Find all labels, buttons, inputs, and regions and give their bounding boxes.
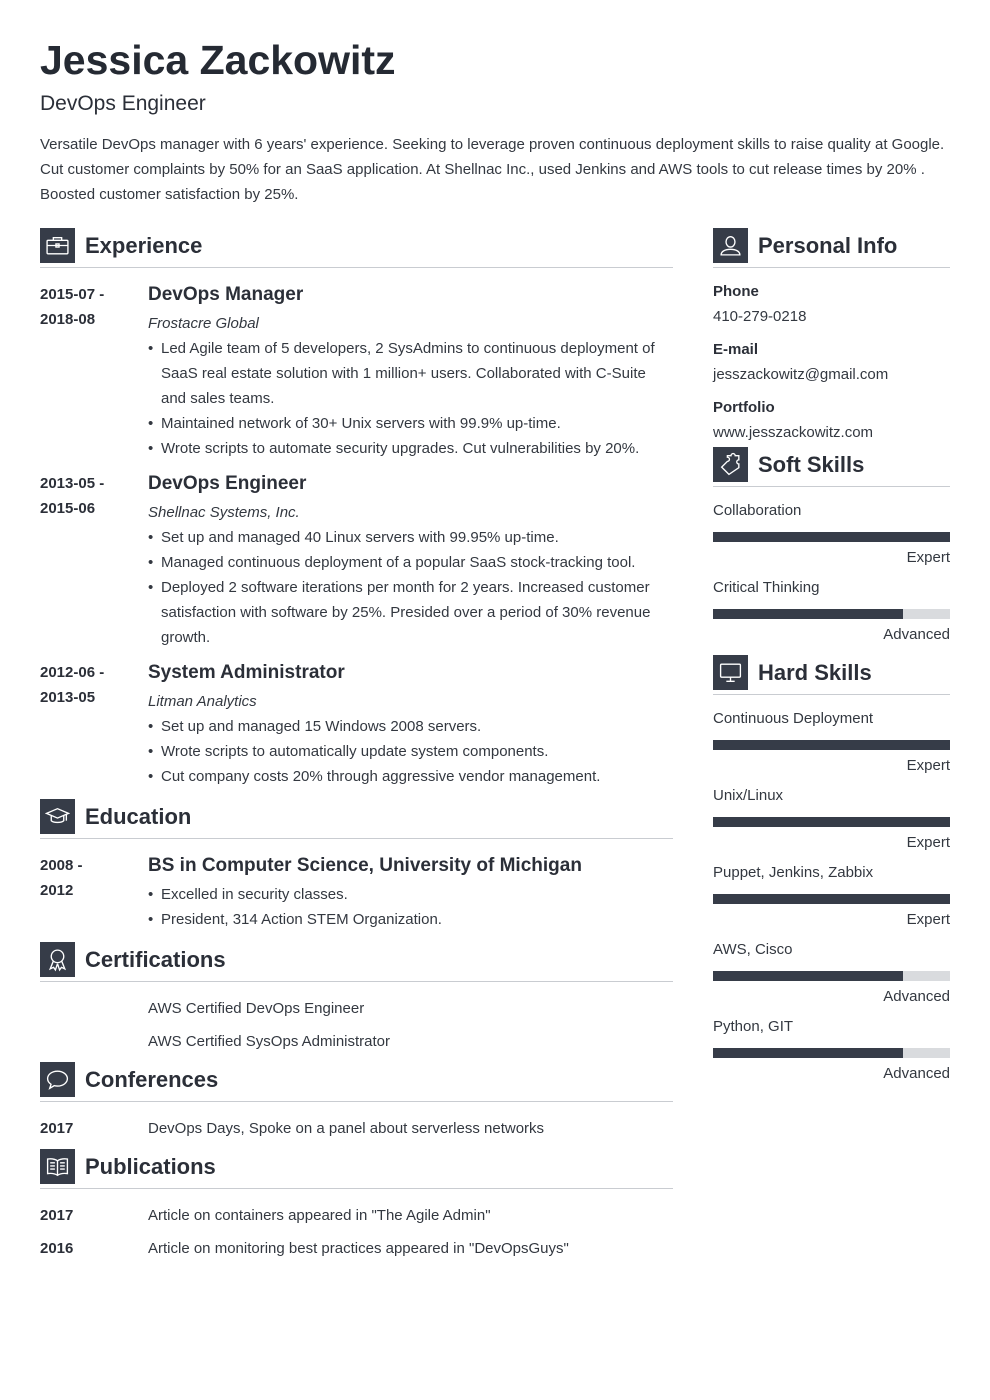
certification-name: AWS Certified DevOps Engineer (148, 1000, 365, 1017)
email-label: E-mail (713, 341, 759, 358)
soft-skills-title: Soft Skills (758, 451, 865, 477)
bullet-item: • Maintained network of 30+ Unix servers with 99.9% up-time. (148, 411, 673, 436)
education-title: Education (85, 803, 192, 829)
entry-title: DevOps Engineer (148, 473, 307, 494)
skill-item (713, 1017, 950, 1084)
open-book-icon (40, 1149, 75, 1184)
skill-level-fill (713, 1048, 903, 1058)
publications-heading (40, 1149, 673, 1189)
experience-title: Experience (85, 232, 203, 258)
skill-level-label: Advanced (883, 988, 950, 1005)
skill-name: Continuous Deployment (713, 710, 874, 727)
publication-item (40, 1236, 673, 1261)
conferences-heading (40, 1062, 673, 1102)
graduation-cap-icon (40, 799, 75, 834)
bullet-item: • Deployed 2 software iterations per month for 2 years. Increased customer satisfaction with software by 25%. Presided over a period of 30% revenue growth. (148, 575, 673, 650)
date-start: 2008 - (40, 857, 83, 874)
job-title-headline: DevOps Engineer (40, 92, 206, 115)
personal-info-section (713, 228, 950, 443)
monitor-icon (713, 655, 748, 690)
certifications-heading (40, 942, 673, 982)
education-heading (40, 799, 673, 839)
skill-item (713, 709, 950, 776)
soft-skills-section (713, 447, 950, 645)
skill-level-fill (713, 532, 950, 542)
skill-level-bar (713, 894, 950, 904)
skill-level-label: Expert (906, 757, 950, 774)
skill-level-fill (713, 740, 950, 750)
skill-name: Unix/Linux (713, 787, 784, 804)
degree-title: BS in Computer Science, University of Michigan (148, 855, 582, 876)
bullet-item: • Set up and managed 40 Linux servers with 99.95% up-time. (148, 525, 673, 550)
skill-level-fill (713, 817, 950, 827)
publication-text: Article on containers appeared in "The Agile Admin" (148, 1207, 491, 1224)
bullet-item: • Wrote scripts to automate security upgrades. Cut vulnerabilities by 20%. (148, 436, 673, 461)
soft-skills-list (713, 501, 950, 645)
bullet-item: • Cut company costs 20% through aggressive vendor management. (148, 764, 673, 789)
conferences-title: Conferences (85, 1066, 219, 1092)
date-end: 2015-06 (40, 500, 96, 517)
candidate-name: Jessica Zackowitz (40, 37, 396, 83)
entry-company: Litman Analytics (148, 693, 257, 710)
education-entry (40, 853, 673, 932)
entry-bullets (148, 336, 673, 461)
date-end: 2018-08 (40, 311, 96, 328)
experience-entry (40, 471, 673, 650)
bullet-item: • Wrote scripts to automatically update system components. (148, 739, 673, 764)
skill-level-label: Advanced (883, 1065, 950, 1082)
conferences-section (40, 1062, 673, 1141)
skill-item (713, 578, 950, 645)
skill-level-fill (713, 894, 950, 904)
entry-date (40, 853, 148, 932)
skill-level-label: Expert (906, 911, 950, 928)
entry-date (40, 282, 148, 461)
skill-name: Collaboration (713, 502, 802, 519)
certifications-title: Certifications (85, 946, 226, 972)
speech-bubble-icon (40, 1062, 75, 1097)
skill-level-bar (713, 609, 950, 619)
bullet-item: • President, 314 Action STEM Organization. (148, 907, 673, 932)
publication-year: 2016 (40, 1240, 74, 1257)
publication-item (40, 1203, 673, 1228)
hard-skills-section (713, 655, 950, 1084)
publication-year: 2017 (40, 1207, 74, 1224)
entry-company: Shellnac Systems, Inc. (148, 504, 300, 521)
personal-info-title: Personal Info (758, 232, 898, 258)
entry-company: Frostacre Global (148, 315, 259, 332)
date-start: 2013-05 - (40, 475, 105, 492)
publications-section (40, 1149, 673, 1261)
experience-entry (40, 282, 673, 461)
date-end: 2012 (40, 882, 74, 899)
skill-name: AWS, Cisco (713, 941, 793, 958)
date-end: 2013-05 (40, 689, 96, 706)
skill-level-bar (713, 817, 950, 827)
email-value[interactable]: jesszackowitz@gmail.com (713, 366, 889, 383)
sidebar-column (713, 228, 950, 1094)
skill-level-bar (713, 532, 950, 542)
bullet-item: • Led Agile team of 5 developers, 2 SysAdmins to continuous deployment of SaaS real estate solution with 1 million+ users. Collaborated with C-Suite and sales teams. (148, 336, 673, 411)
main-column (40, 228, 673, 1269)
bullet-item: • Set up and managed 15 Windows 2008 servers. (148, 714, 673, 739)
skill-level-bar (713, 740, 950, 750)
hard-skills-title: Hard Skills (758, 659, 872, 685)
portfolio-label: Portfolio (713, 399, 775, 416)
education-section (40, 799, 673, 932)
skill-level-label: Expert (906, 549, 950, 566)
entry-bullets (148, 714, 673, 789)
profile-summary: Versatile DevOps manager with 6 years' experience. Seeking to leverage proven continuous deployment skills to raise quality at Google. Cut customer complaints by 50% for an SaaS application. At Shellnac Inc., used Jenkins and AWS tools to cut release times by 20% . Boosted customer satisfaction by 25%. (40, 136, 945, 203)
certification-item (40, 996, 673, 1021)
skill-level-bar (713, 1048, 950, 1058)
experience-entry (40, 660, 673, 789)
skill-level-fill (713, 971, 903, 981)
briefcase-icon (40, 228, 75, 263)
skill-item (713, 863, 950, 930)
conference-item (40, 1116, 673, 1141)
certification-item (40, 1029, 673, 1054)
certification-name: AWS Certified SysOps Administrator (148, 1033, 391, 1050)
certifications-section (40, 942, 673, 1054)
date-start: 2015-07 - (40, 286, 105, 303)
entry-title: System Administrator (148, 662, 345, 683)
entry-date (40, 471, 148, 650)
entry-bullets (148, 525, 673, 650)
skill-level-label: Advanced (883, 626, 950, 643)
skill-item (713, 940, 950, 1007)
user-icon (713, 228, 748, 263)
portfolio-link[interactable]: www.jesszackowitz.com (713, 424, 874, 441)
skill-name: Critical Thinking (713, 579, 820, 596)
experience-heading (40, 228, 673, 268)
personal-info-heading (713, 228, 950, 268)
skill-item (713, 501, 950, 568)
skill-level-label: Expert (906, 834, 950, 851)
skill-name: Python, GIT (713, 1018, 794, 1035)
entry-bullets (148, 882, 673, 932)
phone-value[interactable]: 410-279-0218 (713, 308, 807, 325)
soft-skills-heading (713, 447, 950, 487)
phone-label: Phone (713, 283, 759, 300)
publication-text: Article on monitoring best practices appeared in "DevOpsGuys" (148, 1240, 569, 1257)
award-ribbon-icon (40, 942, 75, 977)
hard-skills-list (713, 709, 950, 1084)
date-start: 2012-06 - (40, 664, 105, 681)
bullet-item: • Managed continuous deployment of a popular SaaS stock-tracking tool. (148, 550, 673, 575)
hard-skills-heading (713, 655, 950, 695)
publications-title: Publications (85, 1153, 216, 1179)
conference-text: DevOps Days, Spoke on a panel about serverless networks (148, 1120, 545, 1137)
puzzle-piece-icon (713, 447, 748, 482)
skill-item (713, 786, 950, 853)
experience-section (40, 228, 673, 789)
skill-level-bar (713, 971, 950, 981)
bullet-item: • Excelled in security classes. (148, 882, 673, 907)
conference-year: 2017 (40, 1120, 74, 1137)
entry-title: DevOps Manager (148, 284, 304, 305)
skill-name: Puppet, Jenkins, Zabbix (713, 864, 874, 881)
skill-level-fill (713, 609, 903, 619)
entry-date (40, 660, 148, 789)
